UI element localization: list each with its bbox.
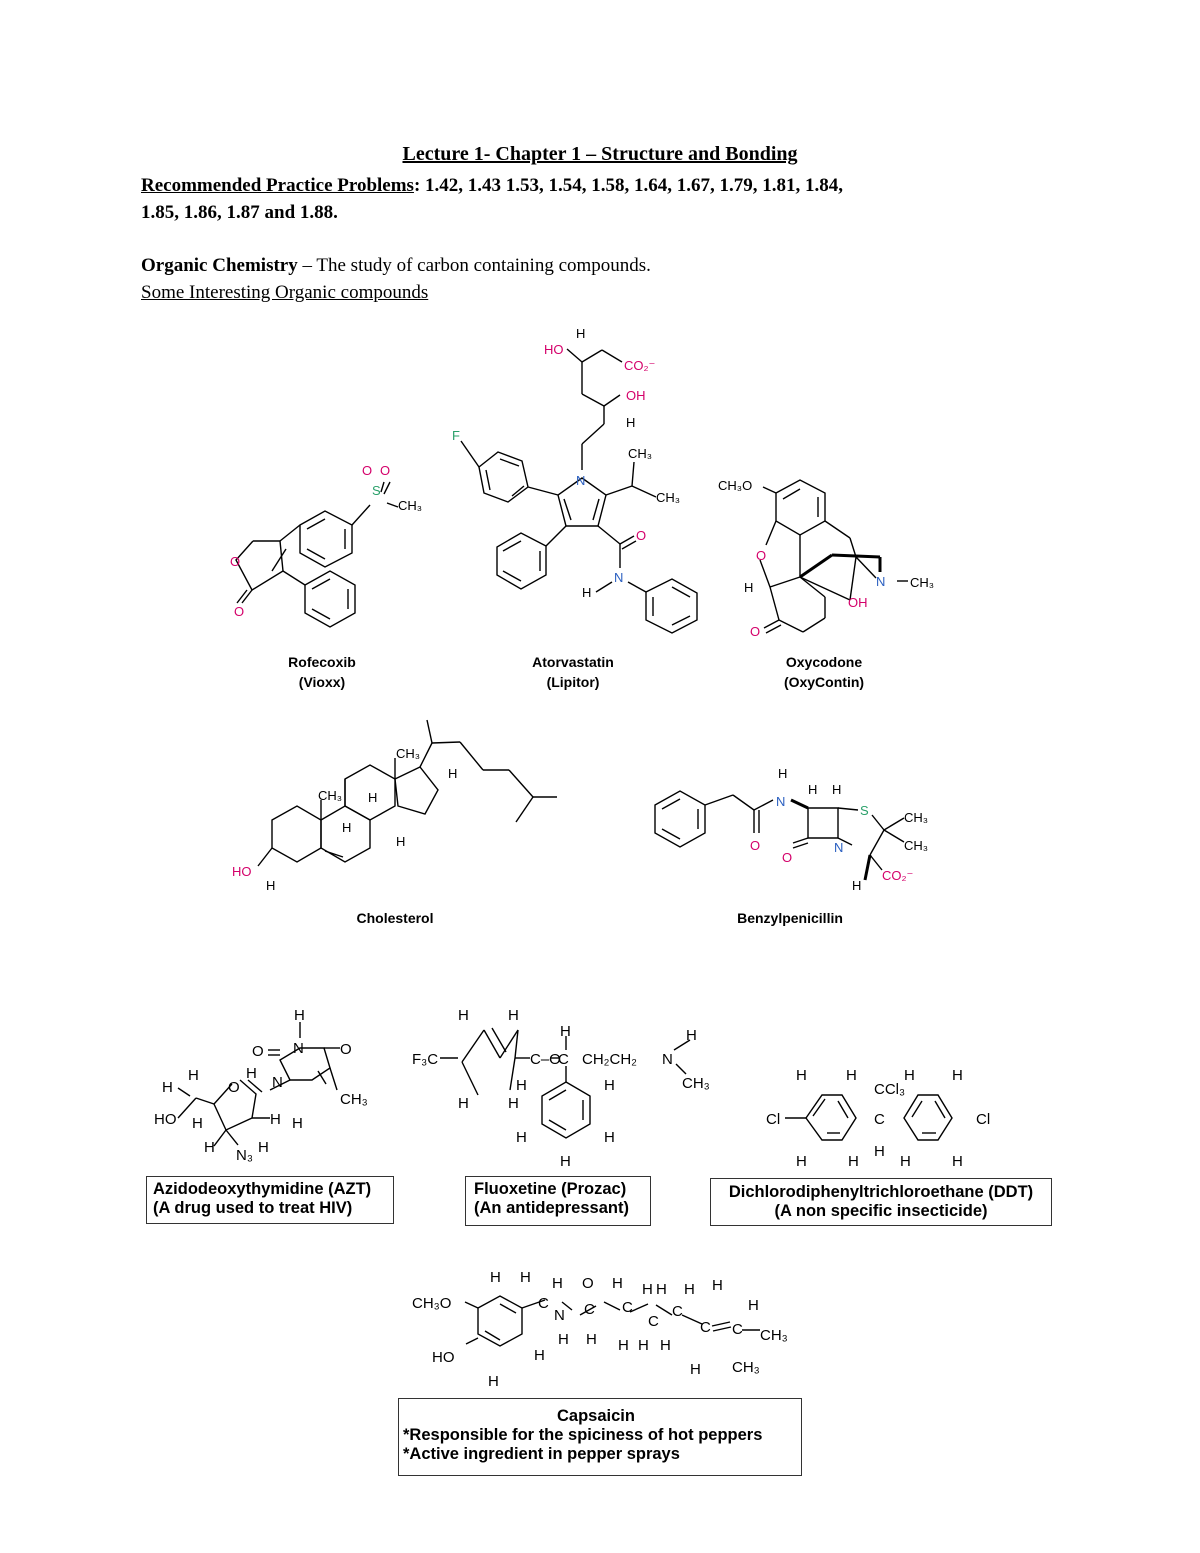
- penicillin-h2-label: H: [832, 782, 842, 797]
- oxycodone-h-label: H: [744, 580, 754, 595]
- azt-h4: H: [162, 1079, 173, 1096]
- penicillin-s-label: S: [860, 803, 869, 818]
- capsaicin-ho: HO: [432, 1349, 455, 1366]
- capsaicin-caption-line3: *Active ingredient in pepper sprays: [403, 1445, 680, 1463]
- penicillin-h1-label: H: [808, 782, 818, 797]
- atorvastatin-h2-label: H: [626, 415, 636, 430]
- prozac-h2: H: [508, 1007, 519, 1024]
- penicillin-n-label: N: [776, 794, 786, 809]
- capsaicin-h16: H: [690, 1361, 701, 1378]
- azt-h6: H: [192, 1115, 203, 1132]
- practice-list-line2: 1.85, 1.86, 1.87 and 1.88.: [141, 202, 338, 223]
- capsaicin-c3: C: [622, 1299, 633, 1316]
- ddt-h8: H: [900, 1153, 911, 1170]
- penicillin-nh-label: H: [778, 766, 788, 781]
- practice-label: Recommended Practice Problems: [141, 175, 414, 196]
- capsaicin-ch3b: CH₃: [732, 1359, 760, 1376]
- capsaicin-n: N: [554, 1307, 565, 1324]
- ddt-c: C: [874, 1111, 885, 1128]
- prozac-caption-line1: Fluoxetine (Prozac): [474, 1180, 627, 1198]
- atorvastatin-amide-n-label: N: [614, 570, 624, 585]
- cholesterol-ch3b-label: CH₃: [318, 788, 343, 803]
- section-heading: Some Interesting Organic compounds: [141, 282, 429, 303]
- prozac-h5: H: [458, 1095, 469, 1112]
- prozac-f3c: F₃C: [412, 1051, 439, 1068]
- atorvastatin-oh-label: OH: [626, 388, 646, 403]
- capsaicin-h12: H: [638, 1337, 649, 1354]
- penicillin-lactam-o-label: O: [782, 850, 793, 865]
- azt-n2: N: [272, 1074, 283, 1091]
- rofecoxib-ch3-label: CH₃: [398, 498, 423, 513]
- oxycodone-name: Oxycodone: [785, 654, 863, 670]
- capsaicin-h3: H: [490, 1269, 501, 1286]
- rofecoxib-name: Rofecoxib: [288, 654, 356, 670]
- atorvastatin-n-label: N: [576, 473, 586, 488]
- prozac-n: N: [662, 1051, 673, 1068]
- azt-h3: H: [270, 1111, 281, 1128]
- oxycodone-brand: (OxyContin): [783, 674, 865, 690]
- prozac-h3: H: [560, 1023, 571, 1040]
- azt-h7: H: [204, 1139, 215, 1156]
- azt-h5: H: [188, 1067, 199, 1084]
- ddt-h4: H: [904, 1067, 915, 1084]
- capsaicin-h17: H: [748, 1297, 759, 1314]
- atorvastatin-ch3a-label: CH₃: [628, 446, 653, 461]
- penicillin-ch3a-label: CH₃: [904, 810, 929, 825]
- atorvastatin-h-label: H: [576, 326, 586, 341]
- prozac-c-o: C–O: [530, 1051, 561, 1068]
- ddt-structure: [785, 1095, 952, 1140]
- rofecoxib-ring-o-label: O: [230, 554, 241, 569]
- azt-caption-line2: (A drug used to treat HIV): [153, 1199, 353, 1217]
- oxycodone-o-label: O: [756, 548, 767, 563]
- capsaicin-c2: C: [584, 1301, 595, 1318]
- capsaicin-c6: C: [700, 1319, 711, 1336]
- atorvastatin-f-label: F: [452, 428, 460, 443]
- rofecoxib-s-label: S: [372, 483, 381, 498]
- benzylpenicillin-name: Benzylpenicillin: [737, 910, 843, 926]
- practice-list-line1: : 1.42, 1.43 1.53, 1.54, 1.58, 1.64, 1.67, 1.79, 1.81, 1.84,: [413, 175, 844, 196]
- capsaicin-c1: C: [538, 1295, 549, 1312]
- prozac-h8: H: [604, 1077, 615, 1094]
- capsaicin-caption-title: Capsaicin: [557, 1407, 635, 1425]
- azt-h8: H: [258, 1139, 269, 1156]
- ddt-h9: H: [952, 1153, 963, 1170]
- capsaicin-h1: H: [534, 1347, 545, 1364]
- capsaicin-h15: H: [712, 1277, 723, 1294]
- prozac-caption-box: [465, 1176, 651, 1226]
- atorvastatin-o-label: O: [636, 528, 647, 543]
- cholesterol-h3-label: H: [342, 820, 352, 835]
- cholesterol-structure: [258, 720, 557, 866]
- azt-ring-o: O: [228, 1079, 240, 1096]
- cholesterol-h5-label: H: [266, 878, 276, 893]
- capsaicin-h4: H: [520, 1269, 531, 1286]
- capsaicin-h8: H: [586, 1331, 597, 1348]
- capsaicin-h2: H: [488, 1373, 499, 1390]
- penicillin-ch3b-label: CH₃: [904, 838, 929, 853]
- ddt-h6: H: [796, 1153, 807, 1170]
- atorvastatin-name: Atorvastatin: [532, 654, 614, 670]
- prozac-h11: H: [560, 1153, 571, 1170]
- prozac-h9: H: [516, 1129, 527, 1146]
- ddt-caption-line2: (A non specific insecticide): [774, 1202, 988, 1220]
- cholesterol-name: Cholesterol: [356, 910, 434, 926]
- prozac-ch2ch2: CH₂CH₂: [582, 1051, 637, 1068]
- azt-h-top: H: [294, 1007, 305, 1024]
- capsaicin-h10: H: [656, 1281, 667, 1298]
- capsaicin-structure: [465, 1296, 760, 1346]
- ddt-caption-line1: Dichlorodiphenyltrichloroethane (DDT): [728, 1183, 1034, 1201]
- capsaicin-c7: C: [732, 1321, 743, 1338]
- definition-term: Organic Chemistry: [141, 255, 298, 276]
- penicillin-ring-n-label: N: [834, 840, 844, 855]
- capsaicin-h9: H: [642, 1281, 653, 1298]
- azt-caption-box: [146, 1176, 394, 1224]
- ddt-cl1: Cl: [766, 1111, 781, 1128]
- azt-h2: H: [292, 1115, 303, 1132]
- capsaicin-h5: H: [552, 1275, 563, 1292]
- cholesterol-h4-label: H: [396, 834, 406, 849]
- ddt-h7: H: [848, 1153, 859, 1170]
- cholesterol-ho-label: HO: [232, 864, 252, 879]
- rofecoxib-carbonyl-o-label: O: [234, 604, 245, 619]
- azt-caption-line1: Azidodeoxythymidine (AZT): [153, 1180, 372, 1198]
- atorvastatin-co2-label: CO₂⁻: [624, 358, 656, 373]
- capsaicin-ch3a: CH₃: [760, 1327, 788, 1344]
- ddt-caption-box: [710, 1178, 1052, 1226]
- atorvastatin-brand: (Lipitor): [546, 674, 600, 690]
- capsaicin-h13: H: [660, 1337, 671, 1354]
- rofecoxib-brand: (Vioxx): [298, 674, 346, 690]
- capsaicin-caption-line2: *Responsible for the spiciness of hot peppers: [403, 1426, 763, 1444]
- prozac-h10: H: [604, 1129, 615, 1146]
- oxycodone-ketone-o-label: O: [750, 624, 761, 639]
- ddt-h5: H: [952, 1067, 963, 1084]
- ddt-h3: H: [874, 1143, 885, 1160]
- penicillin-amide-o-label: O: [750, 838, 761, 853]
- ddt-ccl3: CCl₃: [874, 1081, 906, 1098]
- prozac-c: C: [558, 1051, 569, 1068]
- rofecoxib-o-label: O: [380, 463, 391, 478]
- capsaicin-h7: H: [612, 1275, 623, 1292]
- capsaicin-ch3o: CH₃O: [412, 1295, 452, 1312]
- cholesterol-ch3a-label: CH₃: [396, 746, 421, 761]
- capsaicin-c4: C: [648, 1313, 659, 1330]
- fluoxetine-structure: [440, 1028, 690, 1138]
- atorvastatin-ho-label: HO: [544, 342, 564, 357]
- prozac-caption-line2: (An antidepressant): [474, 1199, 629, 1217]
- oxycodone-structure: [760, 480, 908, 633]
- definition-text: – The study of carbon containing compounds.: [297, 255, 651, 276]
- azt-o2: O: [340, 1041, 352, 1058]
- oxycodone-oh-label: OH: [848, 595, 868, 610]
- prozac-h6: H: [516, 1077, 527, 1094]
- prozac-ch3: CH₃: [682, 1075, 710, 1092]
- atorvastatin-nh-label: H: [582, 585, 592, 600]
- capsaicin-caption-box: [398, 1398, 802, 1476]
- capsaicin-h11: H: [618, 1337, 629, 1354]
- azt-n1: N: [293, 1040, 304, 1057]
- capsaicin-h6: H: [558, 1331, 569, 1348]
- cholesterol-h1-label: H: [448, 766, 458, 781]
- prozac-h4: H: [686, 1027, 697, 1044]
- oxycodone-ch3o-label: CH₃O: [718, 478, 753, 493]
- oxycodone-ch3-label: CH₃: [910, 575, 935, 590]
- ddt-h1: H: [796, 1067, 807, 1084]
- prozac-h7: H: [508, 1095, 519, 1112]
- rofecoxib-o-label: O: [362, 463, 373, 478]
- capsaicin-o: O: [582, 1275, 594, 1292]
- azt-n3: N₃: [236, 1147, 253, 1164]
- azt-h1: H: [246, 1065, 257, 1082]
- rofecoxib-structure: [236, 482, 398, 627]
- cholesterol-h2-label: H: [368, 790, 378, 805]
- atorvastatin-ch3b-label: CH₃: [656, 490, 681, 505]
- prozac-h1: H: [458, 1007, 469, 1024]
- page-title: Lecture 1- Chapter 1 – Structure and Bonding: [402, 143, 798, 165]
- azt-ch3: CH₃: [340, 1091, 368, 1108]
- ddt-cl2: Cl: [976, 1111, 991, 1128]
- oxycodone-n-label: N: [876, 574, 886, 589]
- azt-o1: O: [252, 1043, 264, 1060]
- penicillin-h3-label: H: [852, 878, 862, 893]
- capsaicin-c5: C: [672, 1303, 683, 1320]
- ddt-h2: H: [846, 1067, 857, 1084]
- azt-ho: HO: [154, 1111, 177, 1128]
- penicillin-co2-label: CO₂⁻: [882, 868, 914, 883]
- capsaicin-h14: H: [684, 1281, 695, 1298]
